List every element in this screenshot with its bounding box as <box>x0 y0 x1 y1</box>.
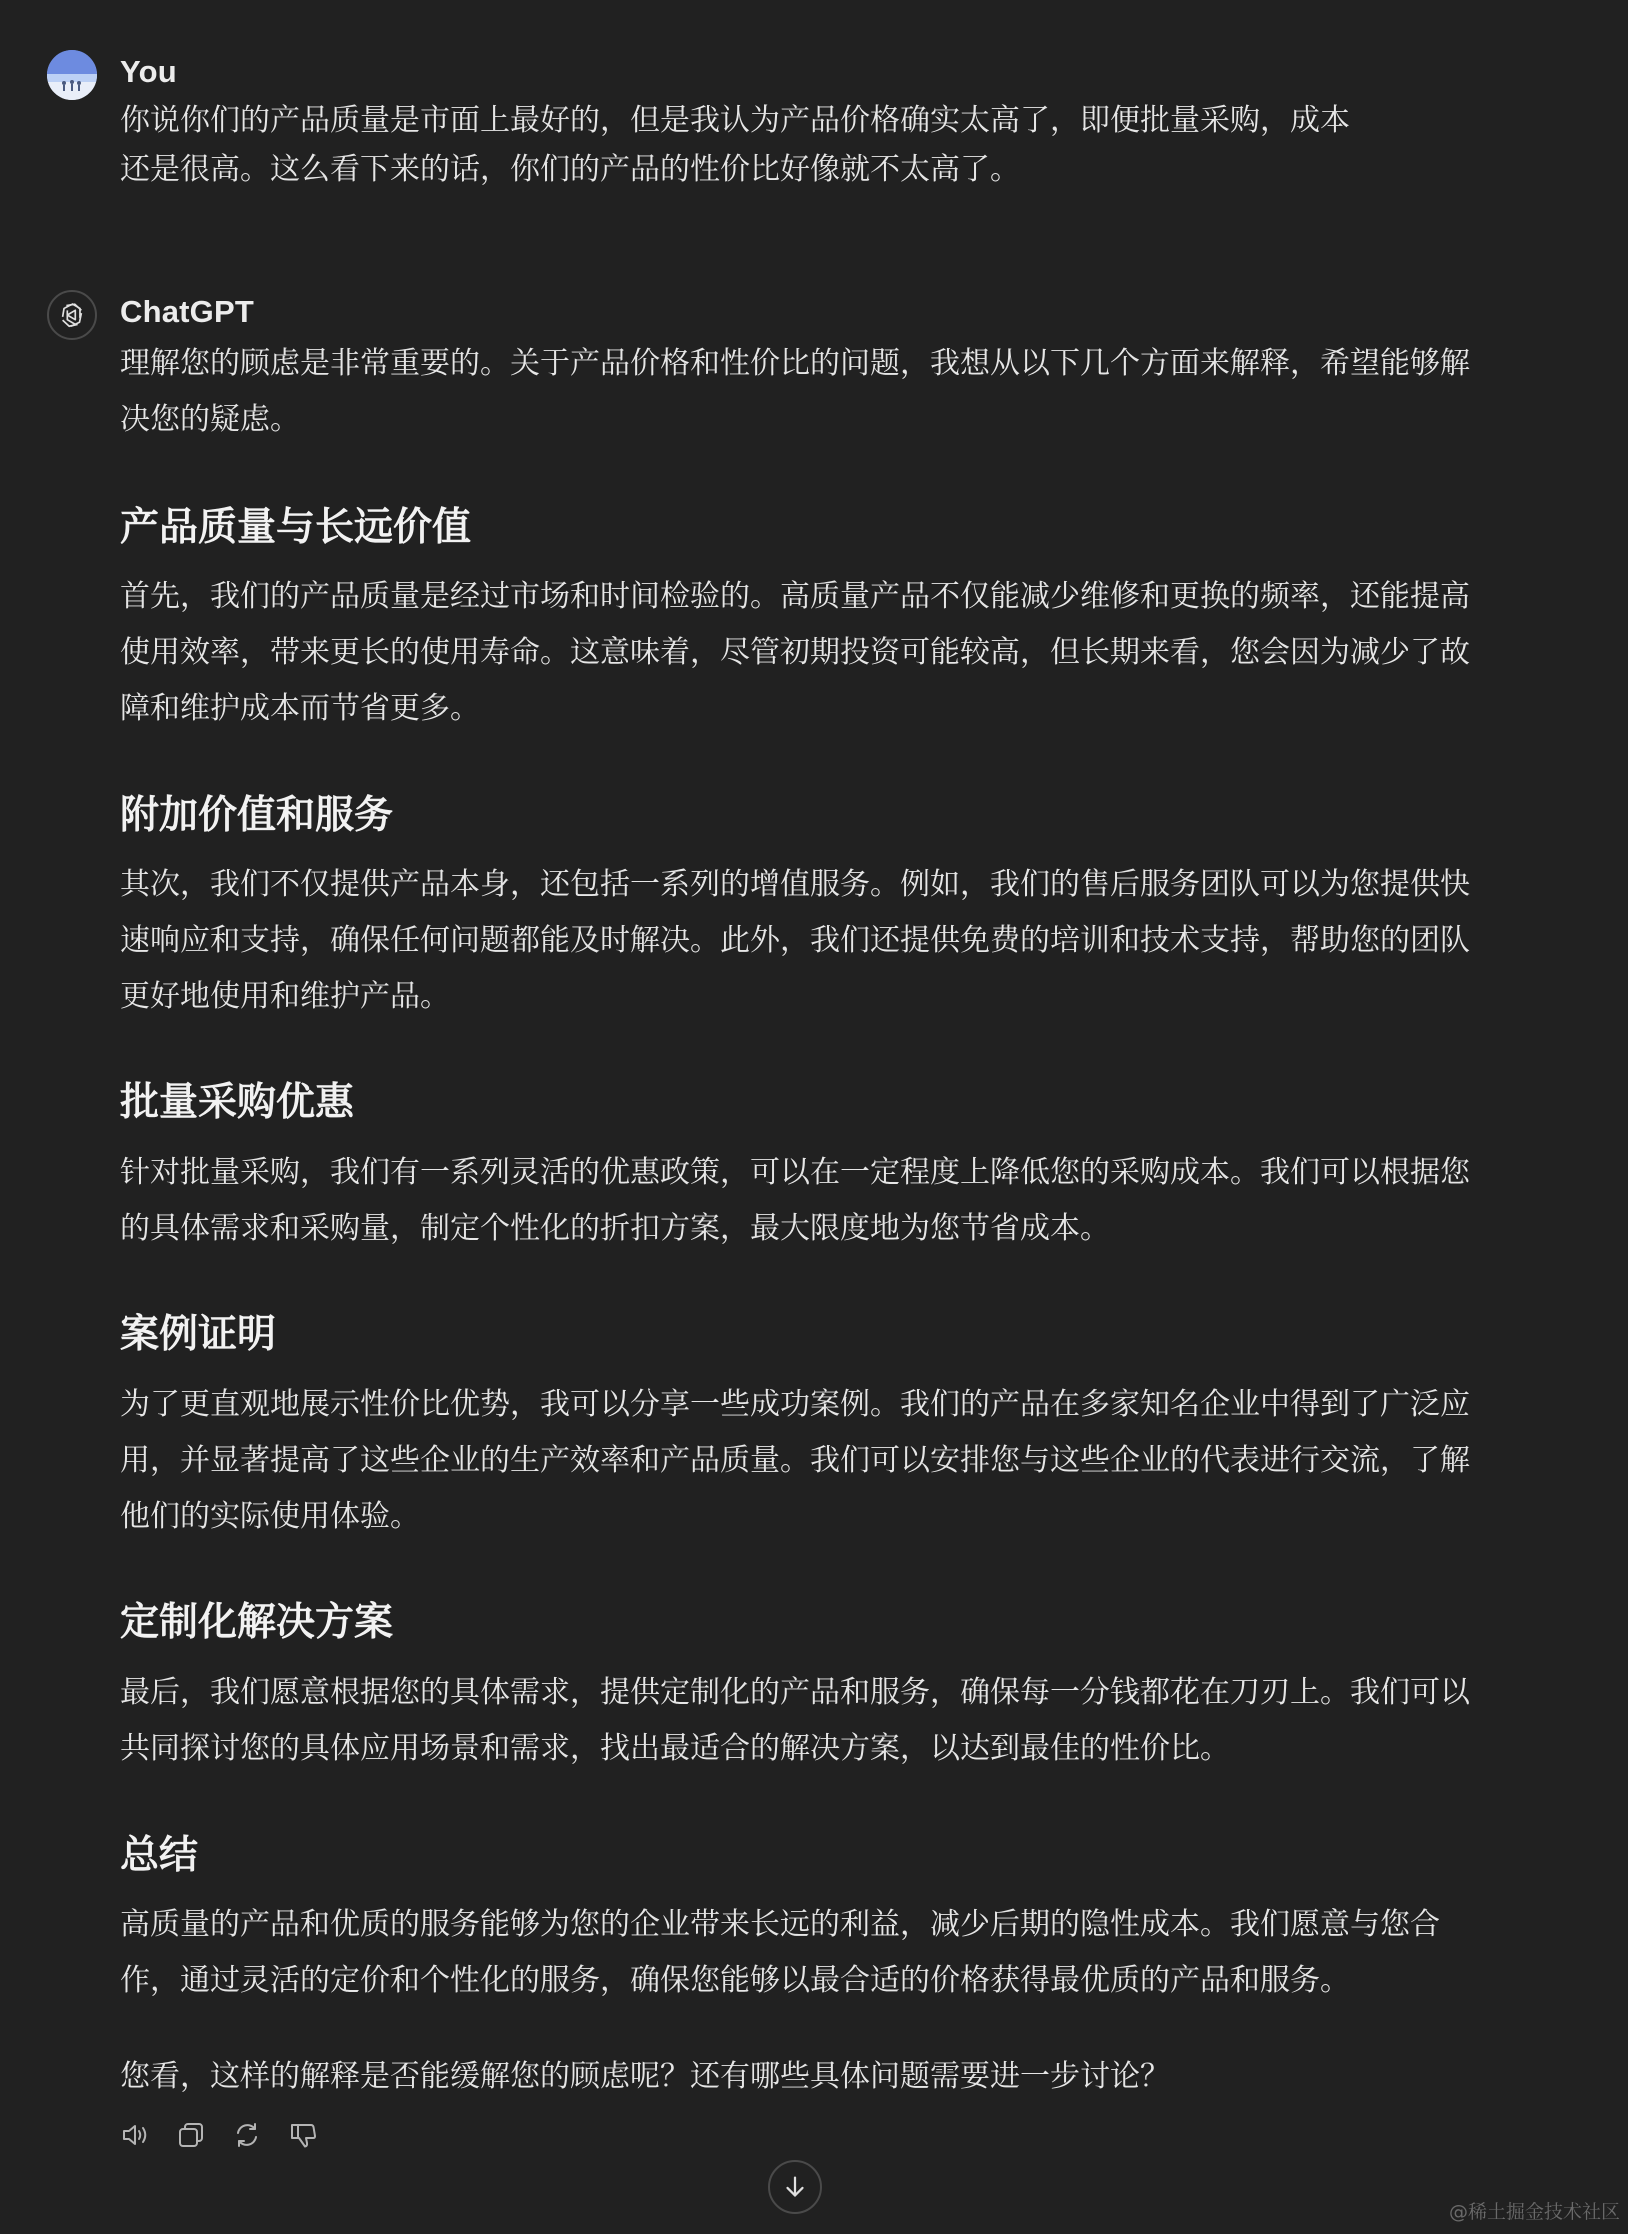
section-heading: 批量采购优惠 <box>120 1080 355 1125</box>
user-avatar-image <box>47 50 97 100</box>
assistant-intro-text: 理解您的顾虑是非常重要的。关于产品价格和性价比的问题，我想从以下几个方面来解释，希望能够解 决您的疑虑。 <box>120 346 1470 437</box>
regenerate-button[interactable] <box>230 2118 264 2152</box>
message-actions <box>118 2118 320 2152</box>
section-heading: 案例证明 <box>120 1312 277 1357</box>
thumbs-down-button[interactable] <box>286 2118 320 2152</box>
section-heading: 附加价值和服务 <box>120 793 394 838</box>
section-heading: 总结 <box>120 1833 199 1878</box>
user-avatar[interactable] <box>47 50 97 100</box>
regenerate-icon <box>231 2119 263 2151</box>
scroll-to-bottom-button[interactable] <box>768 2160 822 2214</box>
copy-icon <box>175 2119 207 2151</box>
user-message-text: 你说你们的产品质量是市面上最好的，但是我认为产品价格确实太高了，即便批量采购，成本 还是很高。这么看下来的话，你们的产品的性价比好像就不太高了。 <box>120 103 1350 187</box>
section-body: 高质量的产品和优质的服务能够为您的企业带来长远的利益，减少后期的隐性成本。我们愿意与您合 作，通过灵活的定价和个性化的服务，确保您能够以最合适的价格获得最优质的产品和服务。 <box>120 1907 1440 1998</box>
section-body: 为了更直观地展示性价比优势，我可以分享一些成功案例。我们的产品在多家知名企业中得到了广泛应 用，并显著提高了这些企业的生产效率和产品质量。我们可以安排您与这些企业的代表进行交流，了解 他们的实际使用体验。 <box>120 1387 1470 1534</box>
section-body: 其次，我们不仅提供产品本身，还包括一系列的增值服务。例如，我们的售后服务团队可以为您提供快 速响应和支持，确保任何问题都能及时解决。此外，我们还提供免费的培训和技术支持，帮助您的团队 更好地使用和维护产品。 <box>120 867 1470 1014</box>
assistant-closing-text: 您看，这样的解释是否能缓解您的顾虑呢？还有哪些具体问题需要进一步讨论？ <box>120 2059 1170 2094</box>
copy-button[interactable] <box>174 2118 208 2152</box>
watermark: @稀土掘金技术社区 <box>1448 2201 1620 2223</box>
section-body: 首先，我们的产品质量是经过市场和时间检验的。高质量产品不仅能减少维修和更换的频率，还能提高 使用效率，带来更长的使用寿命。这意味着，尽管初期投资可能较高，但长期来看，您会因为减少了故 障和维护成本而节省更多。 <box>120 579 1470 726</box>
section-body: 最后，我们愿意根据您的具体需求，提供定制化的产品和服务，确保每一分钱都花在刀刃上。我们可以 共同探讨您的具体应用场景和需求，找出最适合的解决方案，以达到最佳的性价比。 <box>120 1675 1470 1766</box>
section-body: 针对批量采购，我们有一系列灵活的优惠政策，可以在一定程度上降低您的采购成本。我们可以根据您 的具体需求和采购量，制定个性化的折扣方案，最大限度地为您节省成本。 <box>120 1155 1470 1246</box>
arrow-down-icon <box>780 2172 810 2202</box>
user-sender-name: You <box>120 54 177 89</box>
section-heading: 定制化解决方案 <box>120 1600 394 1645</box>
thumbs-down-icon <box>287 2119 319 2151</box>
chatgpt-avatar <box>47 290 97 340</box>
read-aloud-button[interactable] <box>118 2118 152 2152</box>
assistant-sender-name: ChatGPT <box>120 294 255 329</box>
section-heading: 产品质量与长远价值 <box>120 505 472 550</box>
openai-logo-icon <box>57 300 87 330</box>
speaker-icon <box>119 2119 151 2151</box>
